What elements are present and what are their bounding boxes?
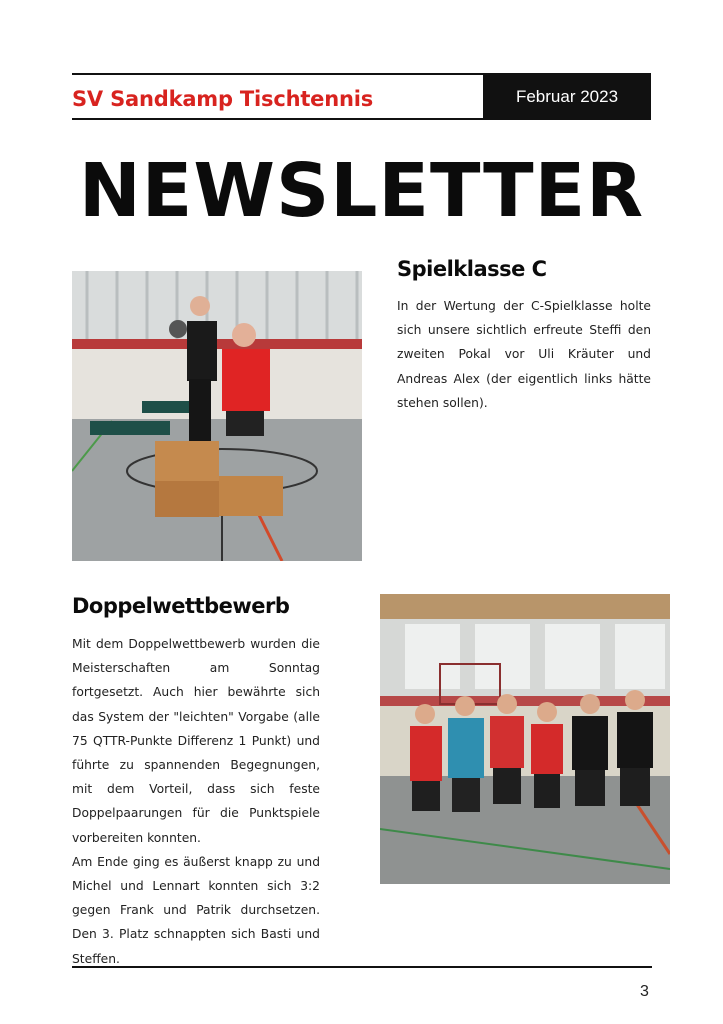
masthead-title: NEWSLETTER [78, 148, 645, 234]
section-text-spielklasse: In der Wertung der C-Spielklasse holte sich unsere sichtlich erfreute Steffi den zweiten Pokal vor Uli Kräuter und Andreas Alex (der eigentlich links hätte stehen sollen). [397, 299, 651, 410]
group-photo [380, 594, 670, 884]
issue-date: Februar 2023 [483, 73, 651, 120]
section-text-doppel [72, 632, 320, 971]
section-title-spielklasse: Spielklasse C [397, 257, 547, 281]
newsletter-header [72, 73, 651, 120]
podium-photo [72, 271, 362, 561]
page-number: 3 [640, 983, 649, 1000]
section-title-doppel: Doppelwettbewerb [72, 594, 290, 618]
doppel-paragraph-2: Am Ende ging es äußerst knapp zu und Michel und Lennart konnten sich 3:2 gegen Frank und Patrik durchsetzen. Den 3. Platz schnappten sich Basti und Steffen. [72, 854, 320, 966]
footer-divider [72, 966, 652, 968]
doppel-paragraph-1: Mit dem Doppelwettbewerb wurden die Meisterschaften am Sonntag fortgesetzt. Auch hier bewährte sich das System der "leichten" Vorgabe (alle 75 QTTR-Punkte Differenz 1 Punkt) und führte zu spannenden Begegnungen, mit dem Vorteil, dass sich feste Doppelpaarungen für die Punktspiele vorbereiten konnten. [72, 637, 320, 845]
club-name: SV Sandkamp Tischtennis [72, 87, 374, 111]
